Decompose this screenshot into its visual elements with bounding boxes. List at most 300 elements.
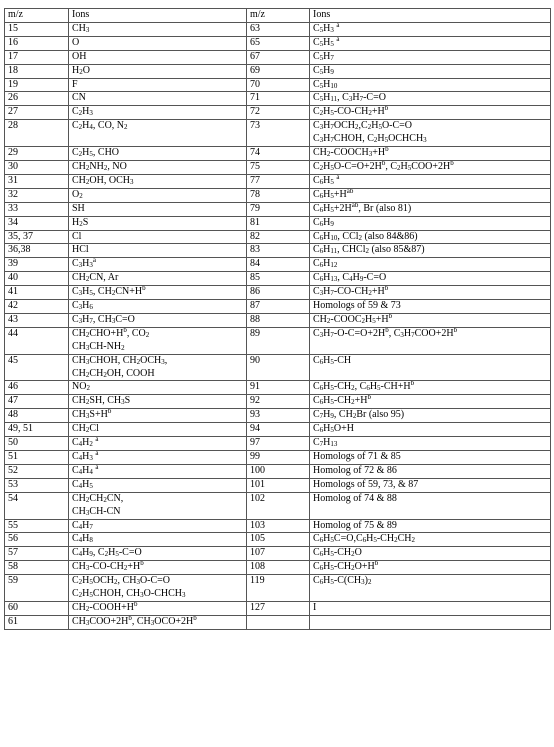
cell-ions-left: [69, 354, 247, 381]
cell-line: 89: [250, 327, 260, 339]
cell-line: 72: [250, 106, 260, 118]
cell-line: 43: [8, 313, 18, 325]
cell-mz-left: [5, 258, 69, 272]
cell-ions-right: [310, 120, 551, 147]
table-row: [5, 300, 551, 314]
cell-line: 35, 37: [8, 230, 33, 242]
cell-line: 84: [250, 258, 260, 270]
cell-line: [250, 616, 306, 629]
cell-mz-left: [5, 120, 69, 147]
table-row: [5, 381, 551, 395]
cell-line: $CH_3CH-NH_2$: [72, 340, 125, 352]
cell-ions-right: [310, 478, 551, 492]
cell-line: $C_4H_2$ $^a$: [72, 436, 99, 449]
table-row: [5, 313, 551, 327]
cell-ions-left: [69, 160, 247, 174]
cell-mz-right: [247, 202, 310, 216]
cell-ions-right: [310, 409, 551, 423]
cell-mz-right: [247, 519, 310, 533]
cell-line: $C_6H_5-CH_2$, $C_6H_5-CH+H^b$: [313, 380, 415, 393]
cell-line: 17: [8, 50, 18, 62]
cell-line: 41: [8, 286, 18, 298]
cell-line: $C_5H_5$ $^a$: [313, 36, 340, 48]
cell-line: 97: [250, 437, 260, 449]
cell-mz-left: [5, 423, 69, 437]
cell-ions-left: [69, 36, 247, 50]
cell-line: 88: [250, 313, 260, 325]
cell-mz-left: [5, 519, 69, 533]
cell-line: 74: [250, 147, 260, 159]
cell-ions-left: [69, 395, 247, 409]
cell-mz-right: [247, 327, 310, 354]
cell-mz-right: [247, 615, 310, 629]
table-row: [5, 492, 551, 519]
cell-line: $C_3H_7-CO-CH_2+H^b$: [313, 285, 389, 298]
cell-line: $C_6H_9$: [313, 216, 334, 228]
cell-line: 29: [8, 147, 18, 159]
cell-line: Homolog of 75 & 89: [313, 519, 397, 531]
cell-ions-right: [310, 258, 551, 272]
cell-ions-left: [69, 78, 247, 92]
cell-line: 102: [250, 492, 265, 504]
cell-mz-right: [247, 464, 310, 478]
cell-line: $C_4H_4$ $^a$: [72, 464, 99, 476]
cell-ions-right: [310, 313, 551, 327]
cell-line: $C_6H_5C=O,C_6H_5-CH_2CH_2$: [313, 533, 415, 545]
cell-line: 52: [8, 464, 18, 476]
cell-mz-right: [247, 50, 310, 64]
table-row: [5, 188, 551, 202]
cell-line: Homologs of 71 & 85: [313, 451, 401, 462]
cell-line: $C_4H_8$: [72, 533, 93, 545]
cell-line: 58: [8, 561, 18, 573]
cell-line: 46: [8, 381, 18, 393]
cell-line: 59: [8, 575, 18, 587]
cell-mz-left: [5, 575, 69, 602]
cell-line: 18: [8, 64, 18, 76]
cell-line: 48: [8, 409, 18, 421]
cell-line: $C_3H_5$, $CH_2CN+H^b$: [72, 285, 146, 298]
cell-line: Homolog of 74 & 88: [313, 492, 397, 504]
cell-ions-right: [310, 64, 551, 78]
cell-ions-left: [69, 50, 247, 64]
cell-mz-left: [5, 202, 69, 216]
cell-ions-left: [69, 601, 247, 615]
table-body: [5, 22, 551, 629]
table-row: [5, 78, 551, 92]
cell-ions-right: [310, 92, 551, 106]
cell-mz-left: [5, 354, 69, 381]
cell-line: 73: [250, 120, 260, 132]
cell-line: 70: [250, 78, 260, 90]
cell-line: Cl: [72, 230, 82, 242]
cell-mz-left: [5, 409, 69, 423]
cell-mz-right: [247, 395, 310, 409]
cell-mz-right: [247, 354, 310, 381]
cell-ions-left: [69, 92, 247, 106]
cell-line: 119: [250, 575, 265, 587]
cell-mz-right: [247, 533, 310, 547]
cell-mz-right: [247, 561, 310, 575]
cell-line: $C_2H_5O-C=O+2H^b$, $C_2H_5COO+2H^b$: [313, 160, 454, 172]
header-mz-left: m/z: [5, 9, 69, 23]
cell-ions-left: [69, 313, 247, 327]
cell-line: $C_2H_4$, CO, $N_2$: [72, 120, 128, 132]
cell-ions-left: [69, 272, 247, 286]
header-mz-right: m/z: [247, 9, 310, 23]
cell-ions-right: [310, 519, 551, 533]
header-ions-right: Ions: [310, 9, 551, 23]
cell-ions-left: [69, 478, 247, 492]
cell-ions-right: [310, 286, 551, 300]
cell-mz-left: [5, 78, 69, 92]
cell-line: 32: [8, 188, 18, 200]
cell-ions-left: [69, 230, 247, 244]
cell-ions-right: [310, 615, 551, 629]
cell-line: $CH_3-CO-CH_2+H^b$: [72, 560, 144, 573]
cell-line: 61: [8, 615, 18, 627]
cell-ions-left: [69, 22, 247, 36]
table-row: [5, 272, 551, 286]
cell-line: $C_3H_3^a$: [72, 257, 97, 270]
cell-line: $C_6H_5-CH_2O$: [313, 547, 362, 559]
cell-line: 54: [8, 492, 18, 504]
cell-ions-right: [310, 327, 551, 354]
cell-line: SH: [72, 202, 85, 214]
cell-mz-left: [5, 492, 69, 519]
cell-line: 65: [250, 36, 260, 48]
cell-mz-right: [247, 160, 310, 174]
cell-mz-left: [5, 464, 69, 478]
table-row: [5, 561, 551, 575]
cell-mz-left: [5, 272, 69, 286]
table-row: [5, 519, 551, 533]
cell-line: 42: [8, 300, 18, 312]
cell-mz-left: [5, 547, 69, 561]
cell-ions-left: [69, 615, 247, 629]
cell-line: 93: [250, 409, 260, 421]
cell-mz-right: [247, 22, 310, 36]
table-row: [5, 601, 551, 615]
cell-line: $C_6H_5$ $^a$: [313, 174, 340, 186]
cell-line: $CH_2NH_2$, NO: [72, 160, 127, 172]
cell-ions-left: [69, 258, 247, 272]
cell-line: 26: [8, 92, 18, 104]
cell-mz-left: [5, 50, 69, 64]
cell-ions-left: [69, 300, 247, 314]
cell-ions-left: [69, 492, 247, 519]
cell-ions-left: [69, 174, 247, 188]
table-row: [5, 464, 551, 478]
cell-line: $C_6H_{10}$, CCl$_2$ (also 84&86): [313, 230, 418, 242]
cell-mz-right: [247, 601, 310, 615]
cell-line: $C_6H_{12}$: [313, 258, 338, 270]
cell-line: $H_2O$: [72, 64, 90, 76]
cell-ions-left: [69, 409, 247, 423]
cell-line: $C_2H_5CHOH$, $CH_3O-CHCH_3$: [72, 588, 186, 600]
cell-line: 47: [8, 395, 18, 407]
cell-line: 69: [250, 64, 260, 76]
cell-line: $O_2$: [72, 188, 83, 200]
cell-line: $C_6H_5-CH_2+H^b$: [313, 394, 372, 407]
cell-line: $C_4H_5$: [72, 478, 93, 490]
cell-line: $C_6H_{11}$, CHCl$_2$ (also 85&87): [313, 244, 425, 256]
table-row: [5, 120, 551, 147]
cell-line: $CH_2OH$, $OCH_3$: [72, 174, 134, 186]
cell-line: $C_5H_{10}$: [313, 78, 338, 90]
cell-ions-right: [310, 147, 551, 161]
table-row: [5, 174, 551, 188]
cell-line: 85: [250, 272, 260, 284]
cell-line: Homologs of 59 & 73: [313, 300, 401, 312]
cell-ions-left: [69, 437, 247, 451]
cell-line: $CH_2CN$, Ar: [72, 272, 119, 284]
cell-ions-right: [310, 216, 551, 230]
cell-line: O: [72, 36, 80, 48]
cell-line: $CH_2-COOCH_3+H^b$: [313, 146, 389, 159]
cell-line: Homologs of 59, 73, & 87: [313, 478, 419, 490]
table-row: [5, 437, 551, 451]
cell-mz-right: [247, 286, 310, 300]
header-ions-left: Ions: [69, 9, 247, 23]
cell-ions-left: [69, 106, 247, 120]
cell-mz-right: [247, 423, 310, 437]
cell-line: 99: [250, 451, 260, 462]
cell-mz-left: [5, 174, 69, 188]
cell-line: 78: [250, 188, 260, 200]
cell-ions-left: [69, 451, 247, 465]
cell-ions-right: [310, 464, 551, 478]
cell-ions-left: [69, 120, 247, 147]
cell-ions-right: [310, 244, 551, 258]
cell-line: 77: [250, 174, 260, 186]
cell-line: 19: [8, 78, 18, 90]
cell-ions-left: [69, 244, 247, 258]
cell-mz-right: [247, 230, 310, 244]
cell-line: 57: [8, 547, 18, 559]
cell-mz-right: [247, 78, 310, 92]
table-row: [5, 202, 551, 216]
cell-line: $C_6H_5-CH_2O+H^b$: [313, 560, 379, 573]
cell-mz-right: [247, 575, 310, 602]
table-row: [5, 147, 551, 161]
cell-ions-right: [310, 230, 551, 244]
cell-line: 44: [8, 327, 18, 339]
cell-line: 101: [250, 478, 265, 490]
cell-line: 83: [250, 244, 260, 256]
cell-line: 31: [8, 174, 18, 186]
cell-line: CN: [72, 92, 86, 104]
table-row: [5, 216, 551, 230]
cell-line: $CH_3COO+2H^b$, $CH_3OCO+2H^b$: [72, 615, 197, 627]
cell-ions-right: [310, 533, 551, 547]
table-row: [5, 575, 551, 602]
cell-mz-right: [247, 92, 310, 106]
cell-line: 53: [8, 478, 18, 490]
table-row: [5, 92, 551, 106]
cell-ions-left: [69, 464, 247, 478]
cell-ions-right: [310, 36, 551, 50]
cell-line: 108: [250, 561, 265, 573]
cell-ions-left: [69, 561, 247, 575]
cell-ions-right: [310, 381, 551, 395]
cell-mz-left: [5, 313, 69, 327]
cell-line: 91: [250, 381, 260, 393]
cell-line: $C_6H_5+2H^{ab}$, Br (also 81): [313, 202, 412, 214]
cell-ions-right: [310, 50, 551, 64]
cell-line: $C_5H_9$: [313, 64, 334, 76]
cell-line: 55: [8, 519, 18, 531]
cell-ions-right: [310, 160, 551, 174]
cell-line: F: [72, 78, 78, 90]
cell-line: $C_7H_{13}$: [313, 437, 338, 449]
cell-mz-right: [247, 106, 310, 120]
cell-mz-left: [5, 22, 69, 36]
cell-ions-left: [69, 202, 247, 216]
cell-line: $C_5H_3$ $^a$: [313, 22, 340, 34]
cell-line: $C_3H_7-O-C=O+2H^b$, $C_3H_7COO+2H^b$: [313, 327, 458, 339]
cell-line: 107: [250, 547, 265, 559]
table-row: [5, 533, 551, 547]
cell-line: $CH_3CHOH$, $CH_2OCH_3$,: [72, 354, 168, 366]
cell-line: $CH_3$: [72, 22, 90, 34]
table-row: [5, 244, 551, 258]
cell-mz-left: [5, 160, 69, 174]
cell-line: 82: [250, 230, 260, 242]
cell-line: 100: [250, 464, 265, 476]
cell-mz-right: [247, 547, 310, 561]
cell-line: 49, 51: [8, 423, 33, 435]
cell-ions-right: [310, 174, 551, 188]
table-row: [5, 258, 551, 272]
table-row: [5, 354, 551, 381]
cell-mz-right: [247, 216, 310, 230]
table-row: [5, 64, 551, 78]
cell-line: 15: [8, 22, 18, 34]
cell-ions-left: [69, 547, 247, 561]
cell-ions-right: [310, 106, 551, 120]
cell-line: 39: [8, 258, 18, 270]
cell-mz-right: [247, 437, 310, 451]
table-row: [5, 478, 551, 492]
table-row: [5, 160, 551, 174]
cell-line: [313, 616, 547, 629]
cell-line: $C_6H_5O+H$: [313, 423, 354, 435]
cell-line: $H_2S$: [72, 216, 89, 228]
cell-ions-left: [69, 575, 247, 602]
cell-line: $CH_2-COOH+H^b$: [72, 601, 138, 613]
cell-ions-left: [69, 519, 247, 533]
cell-line: 40: [8, 272, 18, 284]
cell-line: $CH_2CH_2OH$, COOH: [72, 367, 155, 379]
cell-line: 50: [8, 437, 18, 449]
cell-ions-right: [310, 601, 551, 615]
table-row: [5, 451, 551, 465]
cell-ions-right: [310, 561, 551, 575]
cell-line: $C_3H_7CHOH$, $C_2H_5OCHCH_3$: [313, 133, 427, 145]
cell-line: $C_2H_5-CO-CH_2+H^b$: [313, 105, 389, 118]
cell-mz-right: [247, 147, 310, 161]
cell-ions-right: [310, 423, 551, 437]
table-row: [5, 50, 551, 64]
cell-line: $C_3H_6$: [72, 300, 93, 312]
cell-ions-right: [310, 451, 551, 465]
cell-mz-left: [5, 286, 69, 300]
cell-line: HCl: [72, 244, 89, 256]
cell-line: 103: [250, 519, 265, 531]
cell-mz-right: [247, 300, 310, 314]
cell-ions-left: [69, 188, 247, 202]
cell-mz-right: [247, 492, 310, 519]
cell-line: 90: [250, 354, 260, 366]
cell-ions-right: [310, 492, 551, 519]
cell-mz-right: [247, 313, 310, 327]
cell-line: 63: [250, 22, 260, 34]
header-row: [5, 9, 551, 23]
cell-mz-left: [5, 561, 69, 575]
cell-mz-left: [5, 601, 69, 615]
table-row: [5, 286, 551, 300]
cell-line: $C_6H_5-C(CH_3)_2$: [313, 575, 372, 587]
cell-ions-right: [310, 22, 551, 36]
cell-mz-left: [5, 244, 69, 258]
cell-mz-left: [5, 327, 69, 354]
cell-line: 33: [8, 202, 18, 214]
cell-line: $C_5H_{11}$, $C_3H_7-C=O$: [313, 92, 386, 104]
cell-line: $C_3H_7$, $CH_3C=O$: [72, 313, 135, 325]
cell-line: $C_7H_9$, $CH_2Br$ (also 95): [313, 409, 405, 421]
cell-line: $C_4H_7$: [72, 519, 93, 531]
cell-mz-right: [247, 451, 310, 465]
cell-mz-right: [247, 409, 310, 423]
cell-ions-left: [69, 533, 247, 547]
cell-line: 45: [8, 354, 18, 366]
cell-line: $CH_2CH_2CN$,: [72, 492, 124, 504]
cell-mz-left: [5, 230, 69, 244]
cell-ions-right: [310, 437, 551, 451]
cell-line: 87: [250, 300, 260, 312]
cell-mz-right: [247, 272, 310, 286]
cell-line: 92: [250, 395, 260, 407]
cell-line: 79: [250, 202, 260, 214]
cell-line: 105: [250, 533, 265, 545]
cell-mz-left: [5, 381, 69, 395]
cell-mz-left: [5, 147, 69, 161]
cell-line: $NO_2$: [72, 381, 90, 393]
cell-mz-left: [5, 36, 69, 50]
cell-mz-left: [5, 64, 69, 78]
cell-line: $CH_3S+H^b$: [72, 408, 112, 421]
cell-line: Homolog of 72 & 86: [313, 464, 397, 476]
cell-line: $CH_3CH-CN$: [72, 505, 121, 517]
cell-mz-left: [5, 533, 69, 547]
table-row: [5, 423, 551, 437]
cell-ions-right: [310, 202, 551, 216]
cell-line: 86: [250, 286, 260, 298]
cell-mz-left: [5, 615, 69, 629]
cell-line: $C_6H_5+H^{ab}$: [313, 188, 354, 200]
cell-mz-right: [247, 64, 310, 78]
cell-line: 81: [250, 216, 260, 228]
cell-line: $CH_2Cl$: [72, 423, 99, 435]
cell-mz-right: [247, 258, 310, 272]
cell-line: 75: [250, 160, 260, 172]
cell-line: $C_6H_5-CH$: [313, 354, 352, 366]
cell-line: 27: [8, 106, 18, 118]
cell-ions-right: [310, 272, 551, 286]
cell-line: I: [313, 601, 317, 613]
table-row: [5, 547, 551, 561]
